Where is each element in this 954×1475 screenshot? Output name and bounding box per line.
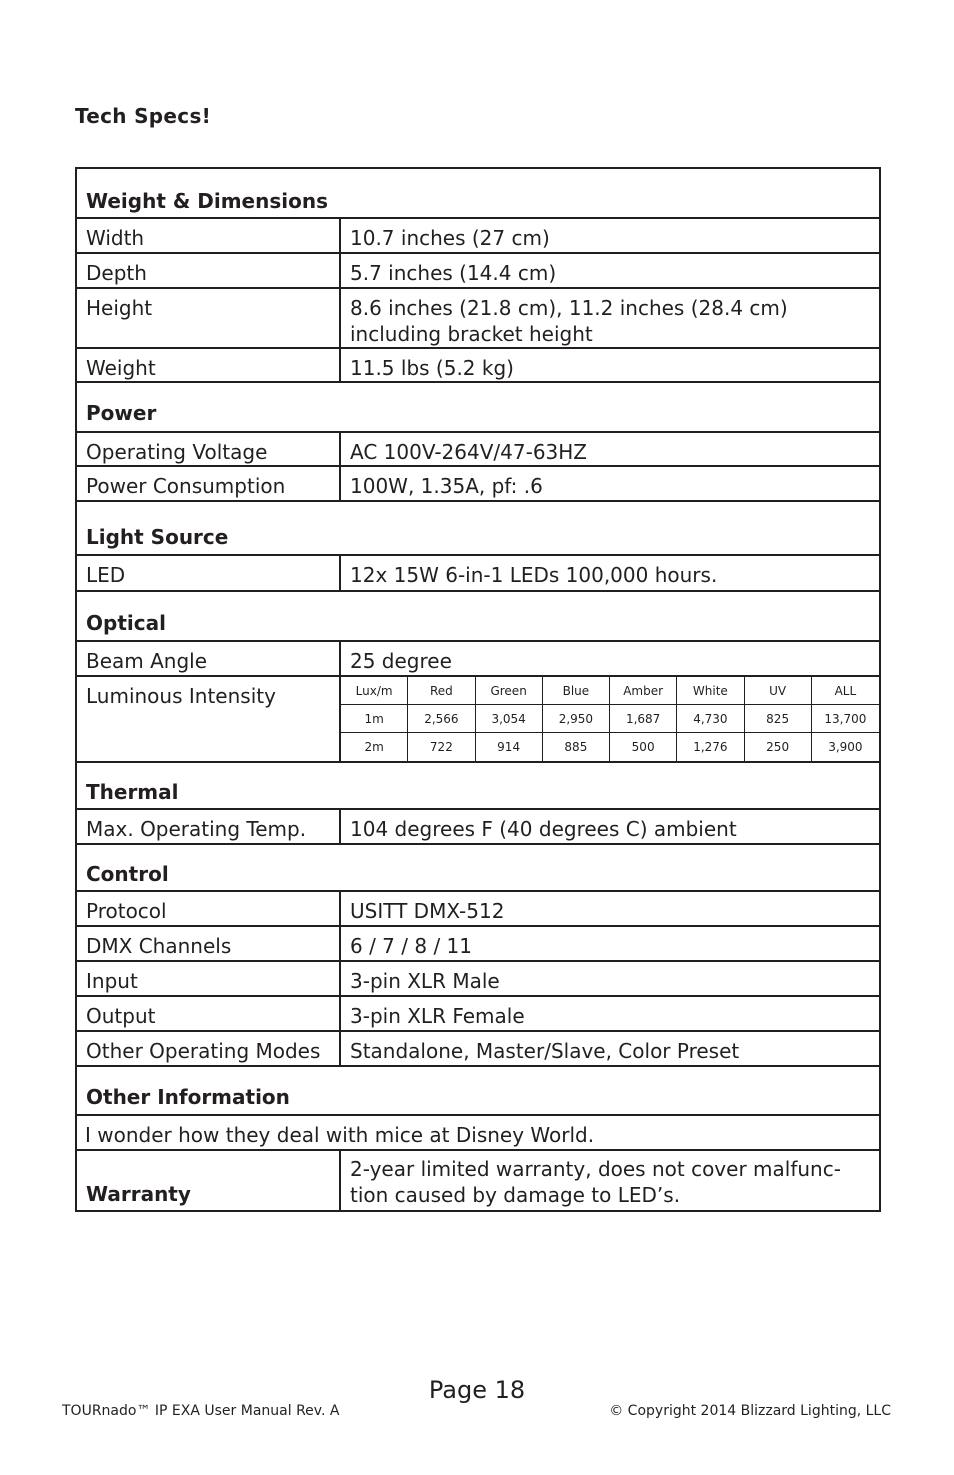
spec-value: 3-pin XLR Male [350, 969, 500, 993]
spec-label: LED [77, 556, 341, 590]
section-heading-weight: Weight & Dimensions [77, 169, 879, 219]
lum-cell: Amber [610, 677, 677, 705]
lum-cell: Blue [543, 677, 610, 705]
spec-row-dmx-channels [77, 927, 879, 962]
other-info-note: I wonder how they deal with mice at Disney World. [85, 1123, 595, 1147]
spec-value: 8.6 inches (21.8 cm), 11.2 inches (28.4 cm) including bracket height [350, 296, 788, 346]
spec-row-beam-angle [77, 642, 879, 677]
lum-cell: White [677, 677, 744, 705]
spec-label: Input [77, 962, 341, 995]
lum-cell: 2,950 [543, 705, 610, 733]
spec-row-luminous-intensity [77, 677, 879, 763]
spec-value: 10.7 inches (27 cm) [350, 226, 550, 250]
spec-label: Other Operating Modes [77, 1032, 341, 1065]
section-heading-thermal: Thermal [77, 763, 879, 810]
spec-label: Power Consumption [77, 467, 341, 500]
lum-cell: 1,276 [677, 733, 744, 761]
lum-cell: 722 [408, 733, 475, 761]
section-heading-optical: Optical [77, 592, 879, 642]
spec-value: 12x 15W 6-in-1 LEDs 100,000 hours. [350, 563, 718, 587]
spec-label: Depth [77, 254, 341, 287]
spec-label: Max. Operating Temp. [77, 810, 341, 843]
spec-value: USITT DMX-512 [350, 899, 505, 923]
warranty-label: Warranty [77, 1151, 341, 1210]
spec-value: 104 degrees F (40 degrees C) ambient [350, 817, 737, 841]
spec-value: 100W, 1.35A, pf: .6 [350, 474, 543, 498]
spec-row-height [77, 289, 879, 349]
lum-cell: 825 [745, 705, 812, 733]
specs-table [75, 167, 881, 1212]
footer-manual-title: TOURnado™ IP EXA User Manual Rev. A [62, 1403, 340, 1419]
spec-label: Protocol [77, 892, 341, 925]
spec-value: 25 degree [350, 649, 452, 673]
spec-label: Beam Angle [77, 642, 341, 675]
spec-label: Operating Voltage [77, 433, 341, 465]
section-heading-light-source: Light Source [77, 502, 879, 556]
lum-cell: 2m [341, 733, 408, 761]
spec-row-other-operating-modes [77, 1032, 879, 1067]
lum-cell: 3,900 [828, 740, 863, 754]
lum-cell: 500 [610, 733, 677, 761]
spec-value: AC 100V-264V/47-63HZ [350, 440, 588, 464]
spec-value: Standalone, Master/Slave, Color Preset [350, 1039, 740, 1063]
spec-row-width [77, 219, 879, 254]
spec-value: 3-pin XLR Female [350, 1004, 525, 1028]
section-heading-power: Power [77, 383, 879, 433]
spec-row-weight [77, 349, 879, 383]
spec-value: 6 / 7 / 8 / 11 [350, 934, 472, 958]
spec-row-power-consumption [77, 467, 879, 502]
section-heading-control: Control [77, 845, 879, 892]
section-heading-other-information: Other Information [77, 1067, 879, 1116]
spec-row-output [77, 997, 879, 1032]
spec-row-led [77, 556, 879, 592]
other-info-note-row [77, 1116, 879, 1151]
spec-value: 11.5 lbs (5.2 kg) [350, 356, 514, 380]
page-title: Tech Specs! [75, 104, 212, 128]
spec-row-input [77, 962, 879, 997]
spec-label: Weight [77, 349, 341, 381]
lum-cell: 3,054 [476, 705, 543, 733]
lum-cell: 250 [745, 733, 812, 761]
lum-cell: 914 [476, 733, 543, 761]
spec-row-max-operating-temp [77, 810, 879, 845]
spec-row-warranty [77, 1151, 879, 1210]
lum-cell: ALL [812, 677, 879, 705]
lum-cell: 4,730 [677, 705, 744, 733]
lum-cell: Red [408, 677, 475, 705]
spec-label: Height [77, 289, 341, 347]
lum-cell: Green [476, 677, 543, 705]
spec-label: Luminous Intensity [77, 677, 341, 761]
spec-label: Output [77, 997, 341, 1030]
lum-cell: 13,700 [812, 705, 879, 733]
lum-cell: 1m [341, 705, 408, 733]
spec-label: DMX Channels [77, 927, 341, 960]
lum-cell: 885 [543, 733, 610, 761]
warranty-value: 2-year limited warranty, does not cover malfunc-tion caused by damage to LED’s. [350, 1157, 841, 1207]
spec-row-protocol [77, 892, 879, 927]
lum-cell: Lux/m [341, 677, 408, 705]
spec-row-operating-voltage [77, 433, 879, 467]
page-number: Page 18 [428, 1376, 526, 1404]
spec-row-depth [77, 254, 879, 289]
lum-cell: 2,566 [408, 705, 475, 733]
luminous-intensity-table [341, 677, 879, 761]
spec-label: Width [77, 219, 341, 252]
footer-copyright: © Copyright 2014 Blizzard Lighting, LLC [609, 1403, 891, 1419]
lum-cell: 1,687 [610, 705, 677, 733]
spec-value: 5.7 inches (14.4 cm) [350, 261, 557, 285]
lum-cell: UV [745, 677, 812, 705]
